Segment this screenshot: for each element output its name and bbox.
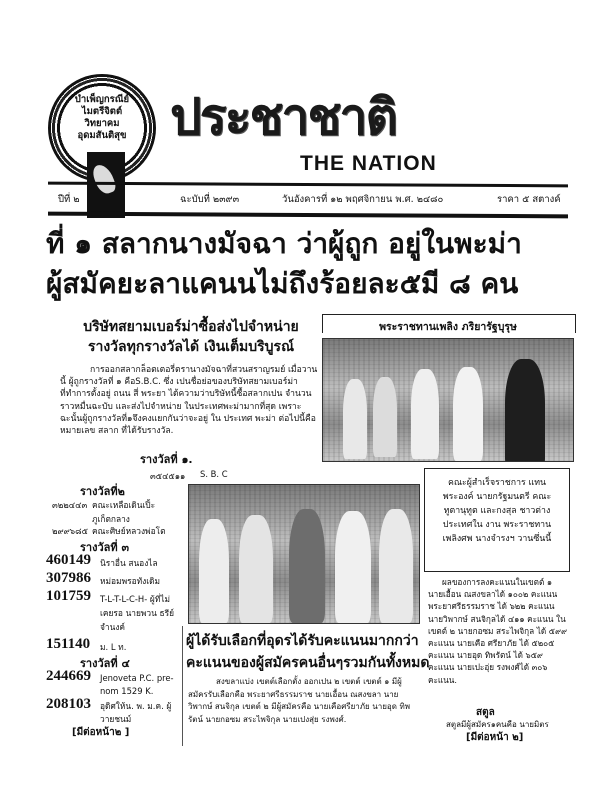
issue-number: ฉะบับที่ ๒๓๙๓ (180, 194, 240, 205)
prize-3-holder-2: หม่อมพรอทังเดิม (100, 576, 161, 586)
prize-4-number-1: 244669 (46, 668, 91, 684)
prize-4-holder-1: Jenoveta P.C. pre-nom 1529 K. (100, 673, 174, 696)
headline-line-1: ที่ ๑ สลากนางมัจฉา ว่าผู้ถูก อยู่ในพะม่า (46, 227, 522, 260)
prize-3-number-4: 151140 (46, 636, 91, 652)
photo-top-caption-text: คณะผู้สำเร็จราชการ แทนพระองค์ นายกรัฐมนตรี คณะทูตานุทูต และกงสุล ชาวต่างประเทศใน งาน พระราชทานเพลิงศพ นางจำรงฯ วานซึ่นนี้ (442, 478, 552, 544)
lottery-continued: [มีต่อหน้า๒ ] (72, 727, 130, 738)
lottery-subhead-1: บริษัทสยามเบอร์ม่าซื้อส่งไปจำหน่าย (83, 319, 299, 335)
prize-3-holder-4: ม. L ท. (100, 642, 127, 652)
prize-3-number-1: 460149 (46, 552, 91, 568)
seal-motto-line: วิทยาคม (84, 118, 120, 129)
election-continued: [มีต่อหน้า ๒] (466, 732, 524, 743)
satun-title: สตูล (476, 707, 495, 718)
prize-4-holder-2: อุดิศให้น. พ. ม.ค. ผู้ วายชนม์ (100, 701, 172, 724)
prize-2-title: รางวัลที่๒ (80, 485, 125, 498)
prize-4-number-2: 208103 (46, 696, 91, 712)
lottery-body: การออกสลากล็อตเตอรี่ตรานางมัจฉาที่สวนสราญรมย์ เมื่อวานนี้ ผู้ถูกรางวัลที่ ๑ คือS.B.C. ซึ่ง เปนชื่อย่อของบริษัทสยามเบอร์ม่าที่ทำการตั้งอยู่ ถนน สี่ พระยา ได้ความว่าบริษัทนี้ซื้อสลากเปน จำนวนราวหมื่นฉะบับ และส่งไปจำหน่าย ในประเทศพะม่ามากที่สุด เพราะฉะนั้นผู้ถูกรางวัลที่๑จึงคงแยกกันว่าจะอยู่ ใน ประเทศ พะม่า ต่อไปนี้คือหมายเลข สลาก ที่ได้รับรางวัล. (60, 365, 318, 437)
column-divider (182, 626, 183, 746)
lottery-subhead-2: รางวัลทุกรางวัลได้ เงินเต็มบริบูรณ์ (87, 339, 295, 355)
prize-3-number-2: 307986 (46, 570, 91, 586)
prize-3-title: รางวัลที่ ๓ (80, 541, 129, 554)
seal-motto-line: ไมตรีจิตต์ (81, 106, 123, 117)
prize-3-holder-1: นิราอื่น สนองไล (100, 558, 158, 568)
nameplate: ประชาชาติ (170, 87, 396, 146)
prize-2-number-1: ๓๒๒๔๔๓ (52, 500, 88, 510)
masthead-rule-top (48, 182, 568, 188)
prize-3-number-3: 101759 (46, 588, 91, 604)
satun-body: สตูลมีผู้สมัคร๑คนคือ นายมิตร (446, 720, 549, 729)
election-body: สงขลาแบ่ง เขตต์เลือกตั้ง ออกเปน ๒ เขตต์ เขตต์ ๑ มีผู้สมัครรับเลือกคือ พระยาศรีธรรมราช นายเอื้อน ณสงขลา นายวิพากษ์ สนจิกุล เขตต์ ๒ มีผู้สมัครคือ นายเคือศรียาภัย นายอุด ทิพรัตน์ นายกอซม สระไพจิกุล นายเปงสุ่ย รงพงศ์. (188, 677, 410, 724)
prize-2-holder-2: คณะศิษย์หลวงพ่อโต (92, 526, 166, 536)
photo-group (188, 484, 420, 624)
election-headline-1: ผู้ได้รับเลือกที่อุดรได้รับคะแนนมากกว่า (186, 633, 419, 649)
seal-motto-line: บำเพ็ญกรณีย์ (74, 94, 130, 105)
prize-1-number: ๓๕๔๕๑๑ (150, 471, 186, 481)
prize-3-holder-3: T-L-T-L-C-H- ผู้ที่ไม่เคยรอ นายพวน ธรีย์ จำนงค์ (100, 594, 175, 632)
prize-1-title: รางวัลที่ ๑. (140, 453, 193, 466)
prize-4-title: รางวัลที่ ๔ (80, 657, 130, 670)
prize-1-holder: S. B. C (200, 469, 228, 479)
price: ราคา ๕ สตางค์ (497, 194, 561, 205)
seal-motto-line: อุดมสันติสุข (77, 130, 127, 141)
issue-date: วันอังคารที่ ๑๒ พฤศจิกายน พ.ศ. ๒๔๘๐ (282, 194, 444, 205)
seal-motto (62, 94, 142, 142)
photo-top-caption-title: พระราชทานเพลิง ภริยารัฐบุรุษ (379, 321, 517, 333)
headline-line-2: ผู้สมัคยะลาแคนนไม่ถึงร้อยละ๕มี ๘ คน (46, 267, 519, 300)
prize-2-holder-1: คณะเหลือเดินเปิ้ะ ภูเก็ตกลาง (92, 500, 156, 524)
volume: ปีที่ ๒ (58, 194, 80, 205)
election-headline-2: คะแนนของผู้สมัครคนอื่นๆรวมกันทั้งหมด (186, 655, 430, 671)
prize-2-number-2: ๒๙๙๖๘๕ (52, 526, 88, 536)
photo-cremation (322, 338, 574, 462)
masthead-rule-bottom (48, 212, 568, 219)
english-title: THE NATION (300, 152, 437, 175)
election-results: ผลของการลงคะแนนในเขตต์ ๑ นายเอื้อน ณสงขลาได้ ๑๐๐๒ คะแนน พระยาศรีธรรมราช ได้ ๖๒๒ คะแนน นายวิพากษ์ สนจิกุลได้ ๔๑๑ คะแนน ในเขตต์ ๒ นายกอซม สระไพจิกุล ได้ ๕๙๙ คะแนน นายเคือ ศรียาภัย ได้ ๕๒๐๕ คะแนน นายอุด ทิพรัตน์ ได้ ๖๕๙ คะแนน นายเปะอุ่ย รงพงศ์ได้ ๓๐๖ คะแนน. (428, 577, 567, 685)
